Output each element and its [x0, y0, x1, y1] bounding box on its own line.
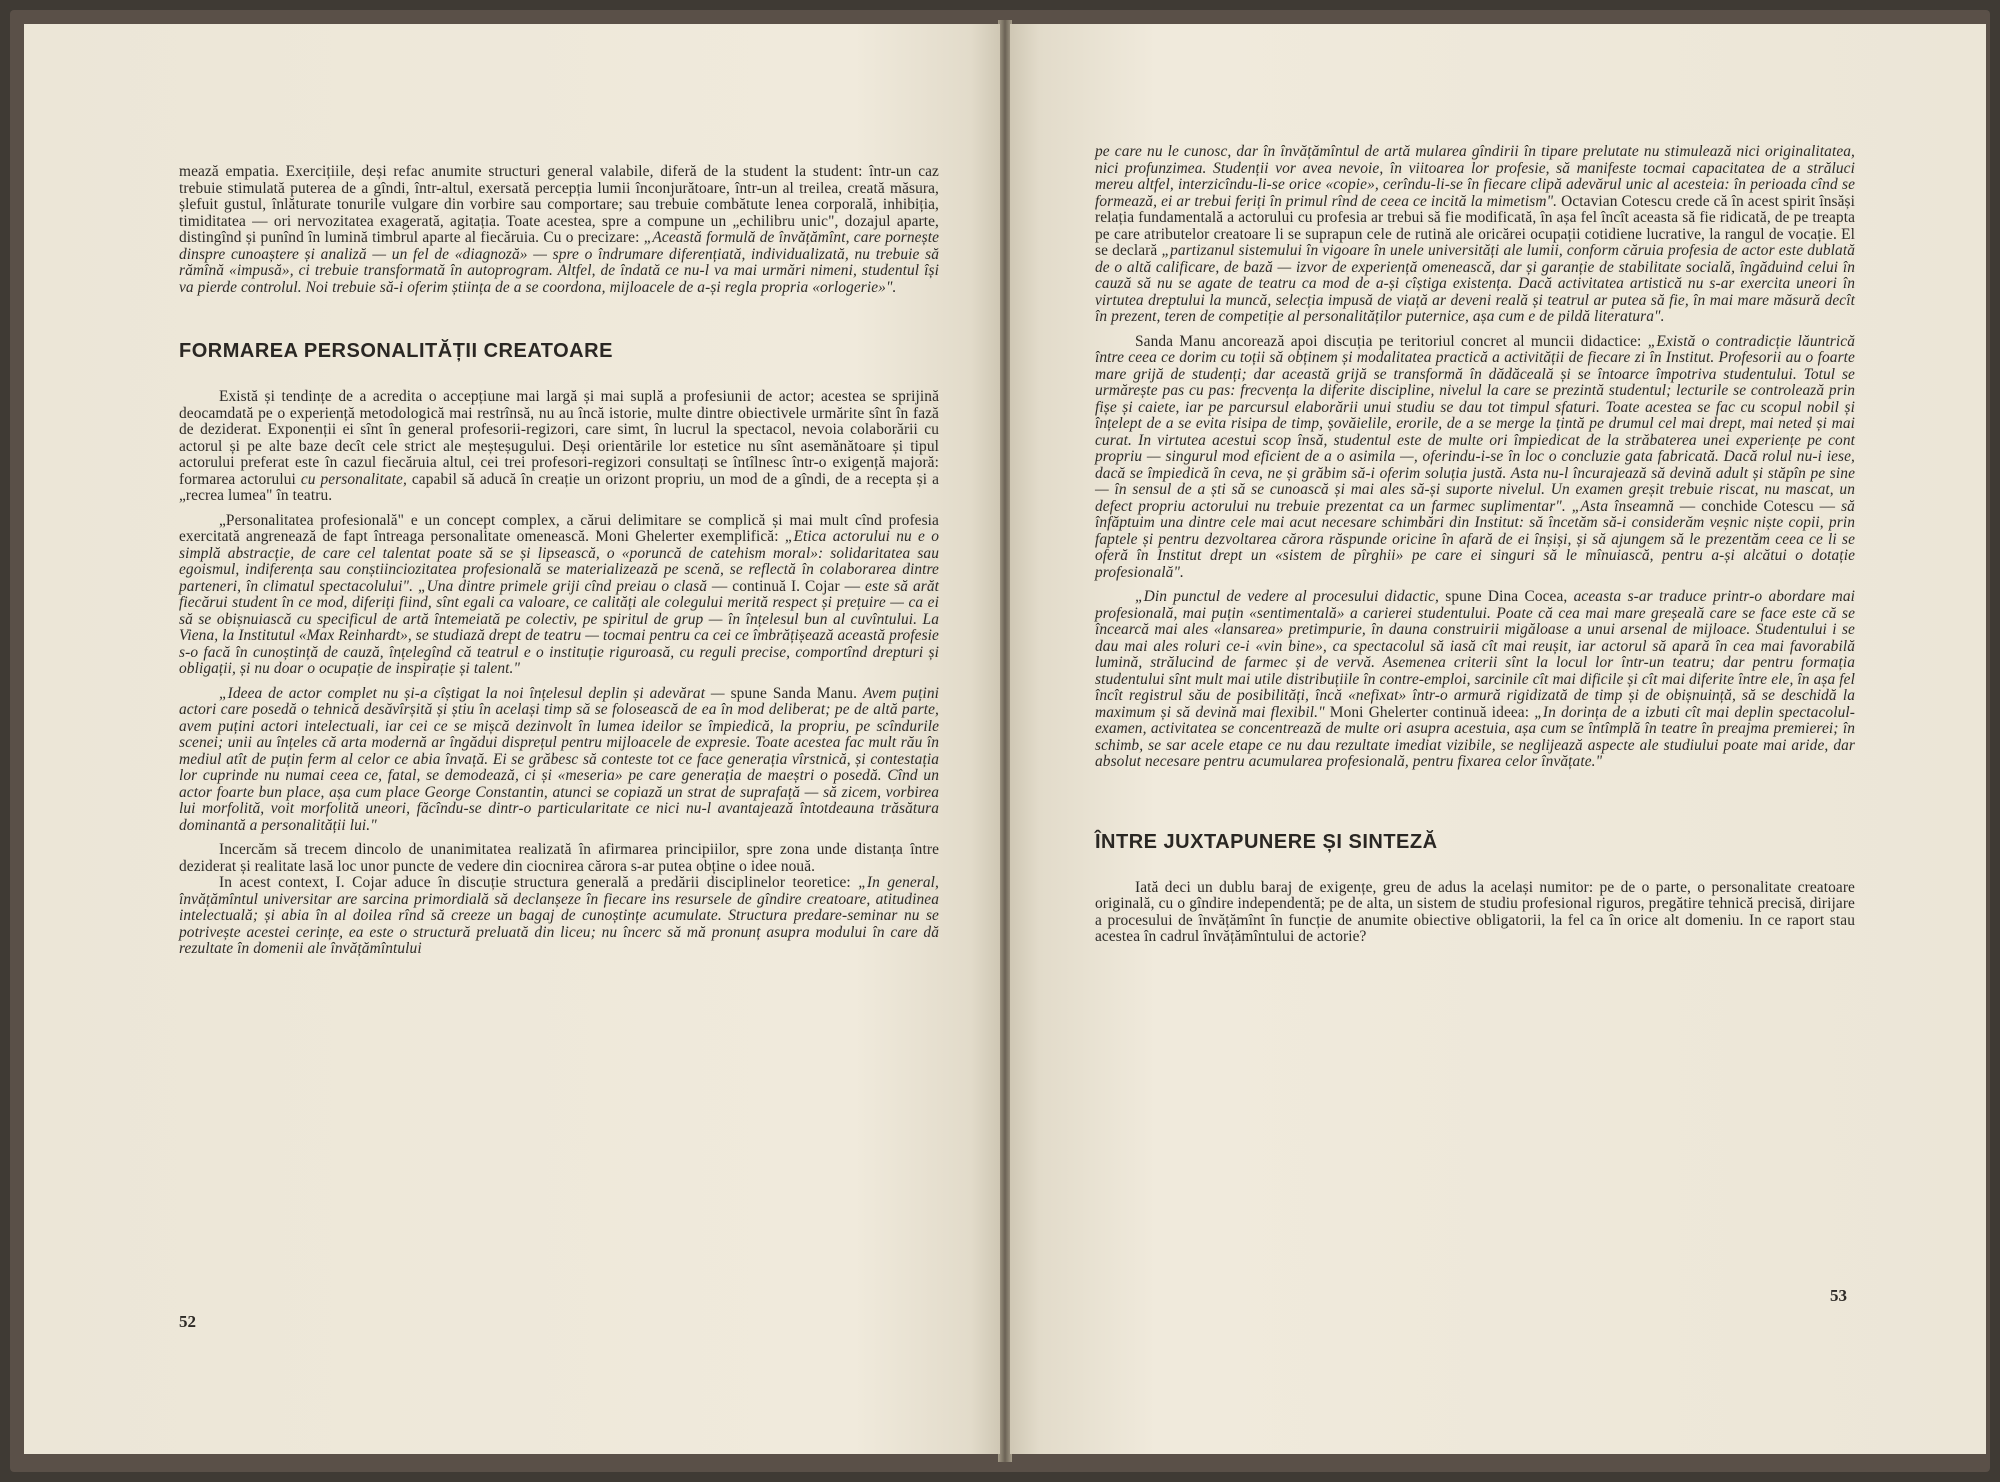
left-p1-text: Există și tendințe de a acredita o accepțiune mai largă și mai suplă a profesiunii de actor; acestea se sprijină deocamdată pe o experiență metodologică mai restrînsă, nu au încă istorie, multe dintre obiectivele urmărite sînt în fază de deziderat. Exponenții ei sînt în general profesorii-regizori, care simt, în lucrul la spectacol, nevoia colaborării cu actorul și pe alte baze decît cele strict ale meșteșugului. Deși orientările lor estetice nu sînt asemănătoare și tipul actorului preferat este în cazul fiecăruia altul, cei trei profesori-regizori consultați se întîlnesc într-o exigență majoră: formarea actorului	[179, 388, 939, 488]
left-p1-italic: cu personalitate,	[300, 470, 407, 488]
right-p1-quote2: să înfăptuim una dintre cele mai acut necesare schimbări din Institut: să încetăm să-i considerăm veșnic niște copii, prin faptele și pentru dezvoltarea cărora răspunde oricine în afară de ei înșiși, și să ajungem să le prezentăm ceea ce li se oferă în Institut drept un «sistem de pîrghii» pe care ei singuri să le mînuiască, pentru a-și alcătui o dotație profesională".	[1095, 497, 1855, 581]
left-intro-paragraph	[179, 164, 939, 296]
section-heading-formarea: FORMAREA PERSONALITĂȚII CREATOARE	[179, 340, 613, 362]
left-p5-quote: „In general, învățămîntul universitar are sarcina primordială să declanșeze în fiecare ins resursele de gîndire creatoare, atitudinea intelectuală; și abia în al doilea rînd să creeze un bagaj de cunoștințe acumulate. Structura predare-seminar nu se potrivește acestei cerințe, ea este o structură preluată din liceu; nu încerc să mă pronunț asupra modului în care dă rezultate în domenii ale învățămîntului	[179, 874, 939, 957]
right-p1-quote: „Există o contradicție lăuntrică între ceea ce dorim cu toții să obținem și modalitatea practică a activității de fiecare zi în Institut. Profesorii au o foarte mare grijă de studenți; dar această grijă se transformă în dădăceală și se întoarce împotriva studentului. Totul se urmărește pas cu pas: frecvența la diferite discipline, nivelul la care se prezintă studentul; lecturile se controlează prin fișe și caiete, iar pe parcursul elaborării unui studiu se dau tot timpul sfaturi. Toate acestea se fac cu scopul nobil și înțelept de a se evita risipa de timp, șovăielile, erorile, de a se merge la țintă pe drumul cel mai drept, mai neted și mai curat. In virtutea acestui scop însă, studentul este de multe ori împiedicat de la străbaterea unei experiențe pe cont propriu — singurul mod eficient de a o asimila —, oferindu-i-se în loc o concluzie gata fabricată. Dacă rolul nu-i iese, dacă se împiedică în ceva, ne și grăbim să-i oferim soluția justă. Asta nu-l încurajează să devină adult și stăpîn pe sine — în sensul de a ști să se cunoască și mai ales să-și suporte nivelul. Un examen greșit trebuie riscat, nu mascat, un defect propriu actorului nu trebuie prezentat ca un farmec suplimentar". „Asta înseamnă	[1095, 332, 1855, 515]
left-p1-end: capabil să aducă în creație un orizont propriu, un mod de a gîndi, de a recepta și a „recrea lumea" în teatru.	[179, 470, 940, 504]
right-intro-quote2: „partizanul sistemului în vigoare în unele universități ale lumii, conform căruia profesia de actor este dublată de o altă calificare, de bază — izvor de experiență omenească, dar și garanție de stabilitate socială, îngăduind celui în cauză să nu se agate de teatru ca mod de a-și cîștiga existența. Dacă activitatea artistică nu s-ar exercita uneori în virtutea dreptului la muncă, selecția impusă de viață ar deveni reală și teatrul ar putea să fie, în mai mare măsură decît în prezent, teren de competiție al personalităților puternice, așa cum e de pildă literatura".	[1095, 242, 1856, 325]
right-p2-quote2: aceasta s-ar traduce printr-o abordare mai profesională, mai puțin «sentimentală» a carierei studentului. Poate că cea mai mare greșeală care se face este că se încearcă mai ales «lansarea» pretimpurie, în dauna construirii migăloase a unui arsenal de mijloace. Studentului i se dau mai ales roluri ce-i «vin bine», ca spectacolul să iasă cît mai reușit, iar actorul să apară în cea mai favorabilă lumină, strălucind de farmec și de vervă. Asemenea criterii sînt la locul lor într-un teatru; dar pentru formația studentului sînt mult mai utile distribuțiile în contre-emploi, sarcinile cît mai dificile și cît mai diferite între ele, în așa fel încît registrul său de posibilități, încă «nefixat» într-o armură rigidizată de timp și de obișnuință, să se deschidă la maximum și să devină mai flexibil."	[1095, 588, 1856, 721]
left-intro-quote: „Această formulă de învățămînt, care pornește dinspre cunoaștere și analiză — un fel de «diagnoză» — spre o îndrumare diferențiată, individualizată, nu trebuie să rămînă «impusă», ci trebuie transformată în autoprogram. Altfel, de îndată ce nu-l va mai urmări nimeni, studentul își va pierde controlul. Noi trebuie să-i oferim știința de a se coordona, mijloacele de a-și regla propria «orlogerie»".	[179, 229, 939, 296]
right-intro-text: Octavian Cotescu crede că în acest spirit însăși relația fundamentală a actorului cu profesia ar trebui să fie modificată, în așa fel încît aceasta să fie ridicată, de pe treapta pe care atributelor creatoare li se suprapun cele de rutină ale oricărei ocupații cotidiene lucrative, la rangul de vocație. El se declară	[1095, 192, 1855, 259]
right-intro-quote: pe care nu le cunosc, dar în învățămîntul de artă mularea gîndirii în tipare prelutate nu stimulează nici originalitatea, nici profunzimea. Studenții vor avea nevoie, în viitoarea lor profesie, să manifeste tocmai capacitatea de a străluci mereu altfel, interzicîndu-li-se orice «copie», cerîndu-li-se în fiecare clipă adevărul unic al acesteia: în perioada cînd se formează, ei ar trebui feriți în primul rînd de ceea ce incită la mimetism".	[1095, 143, 1855, 210]
left-paragraph-3	[179, 686, 939, 835]
right-p1-mid: — conchide Cotescu —	[1679, 497, 1836, 515]
right-p2-quote: „Din punctul de vedere al procesului didactic,	[1135, 588, 1440, 605]
section-heading-intre: ÎNTRE JUXTAPUNERE ȘI SINTEZĂ	[1095, 830, 1438, 853]
right-p1-text: Sanda Manu ancorează apoi discuția pe teritoriul concret al muncii didactice:	[1135, 332, 1642, 350]
left-paragraph-5	[179, 875, 939, 958]
left-paragraph-4: Incercăm să trecem dincolo de unanimitatea realizată în afirmarea principiilor, spre zona unde distanța între deziderat și realitate lasă loc unor puncte de vedere din ciocnirea cărora s-ar putea obține o idee nouă.	[179, 841, 939, 875]
left-text-column	[179, 164, 939, 958]
left-p5-text: In acest context, I. Cojar aduce în discuție structura generală a predării disciplinelor teoretice:	[219, 874, 851, 891]
left-intro-text: mează empatia. Exercițiile, deși refac anumite structuri general valabile, diferă de la student la student: într-un caz trebuie stimulată puterea de a gîndi, într-altul, exersată percepția lumii înconjurătoare, într-un al treilea, creată măsura, șlefuit gustul, înlăturate tonurile vulgare din vorbire sau comportare; sau trebuie combătute lenea corporală, inhibiția, timiditatea — ori nervozitatea exagerată, agitația. Toate acestea, spre a compune un „echilibru unic", dozajul aparte, distingînd și punînd în lumină timbrul aparte al fiecăruia. Cu o precizare:	[179, 163, 939, 246]
left-p2-mid: — continuă I. Cojar —	[711, 577, 861, 595]
right-p2-quote3: „In dorința de a izbuti cît mai deplin spectacolul-examen, activitatea se concentrează de multe ori asupra acestuia, așa cum se întîmplă în teatre în preajma premierei; în schimb, se sar acele etape ce nu dau rezultate imediat vizibile, se neglijează aspecte ale studiului poate mai aride, dar absolut necesare pentru acumularea profesională, pentru fixarea celor învățate."	[1095, 703, 1855, 770]
right-p2-mid: spune Dina Cocea,	[1445, 588, 1568, 605]
right-text-column	[1095, 144, 1855, 946]
right-paragraph-1	[1095, 334, 1855, 582]
left-p3-mid: spune Sanda Manu.	[730, 684, 858, 702]
left-p3-quote: „Ideea de actor complet nu și-a cîștigat la noi înțelesul deplin și adevărat —	[219, 684, 725, 702]
right-paragraph-2	[1095, 589, 1855, 771]
left-p2-quote: „Etica actorului nu e o simplă abstracție, de care cel talentat poate să se și lipsească, o «poruncă de catehism moral»: solidaritatea sau egoismul, indiferența sau conștiinciozitatea profesională se materializează pe scenă, se reflectă în colaborarea dintre parteneri, în climatul spectacolului". „Una dintre primele griji cînd preiau o clasă	[179, 528, 940, 595]
book-spread	[10, 10, 1990, 1472]
right-intro-paragraph	[1095, 144, 1855, 326]
left-paragraph-2	[179, 513, 939, 678]
left-page	[24, 24, 1000, 1454]
right-page	[1010, 24, 1986, 1454]
page-number-right: 53	[1830, 1286, 1847, 1305]
left-p3-quote2: Avem puțini actori care posedă o tehnică desăvîrșită și știu în același timp să se folosească de ea în mod deliberat; pe de altă parte, avem puțini actori intelectuali, iar cei ce se mișcă dezinvolt în lumea ideilor se împiedică, la propriu, pe scîndurile scenei; unii au înțeles că arta modernă ar îngădui disprețul pentru mijloacele de expresie. Toate acestea fac mult rău în mediul atît de puțin ferm al celor ce abia învață. Ei se grăbesc să conteste tot ce face generația vîrstnică, și contestația lor cuprinde nu numai ceea ce, fatal, se demodează, ci și «meseria» pe care generația de maeștri o posedă. Cînd un actor foarte bun place, așa cum place George Constantin, atunci se copiază un strat de suprafață — să zicem, vorbirea lui morfolită, voit morfolită uneori, făcîndu-se dintr-o particularitate ce nici nu-l avantajează întotdeauna trăsătura dominantă a personalității lui."	[179, 684, 940, 834]
right-p2-end: Moni Ghelerter continuă ideea:	[1329, 703, 1530, 721]
left-p2-text: „Personalitatea profesională" e un concept complex, a cărui delimitare se complică și mai mult cînd profesia exercitată angrenează de fapt întreaga personalitate omenească. Moni Ghelerter exemplifică:	[179, 511, 939, 545]
page-number-left: 52	[179, 1312, 196, 1331]
left-p2-quote2: este să arăt fiecărui student în ce mod, diferiți fiind, sînt egali ca valoare, ce calități ale colegului merită respect și prețuire — ca ei să se obișnuiască cu specificul de artă întemeiată pe colectiv, pe spiritul de grup — în înțelesul bun al cuvîntului. La Viena, la Institutul «Max Reinhardt», se studiază drept de teatru — tocmai pentru ca cei ce îmbrățișează această profesie s-o facă în cunoștință de cauză, înțelegînd că teatrul e o instituție riguroasă, cu reguli precise, comportînd drepturi și obligații, și nu doar o ocupație de inspirație și talent."	[179, 577, 940, 677]
left-paragraph-1	[179, 389, 939, 505]
right-paragraph-3: Iată deci un dublu baraj de exigențe, greu de adus la același numitor: pe de o parte, o personalitate creatoare originală, cu o gîndire independentă; pe de alta, un sistem de studiu profesional riguros, pregătire tehnică precisă, dirijare a procesului de învățămînt în funcție de anumite obiective obligatorii, la fel ca în orice alt domeniu. In ce raport stau acestea în cadrul învățămîntului de actorie?	[1095, 878, 1855, 945]
